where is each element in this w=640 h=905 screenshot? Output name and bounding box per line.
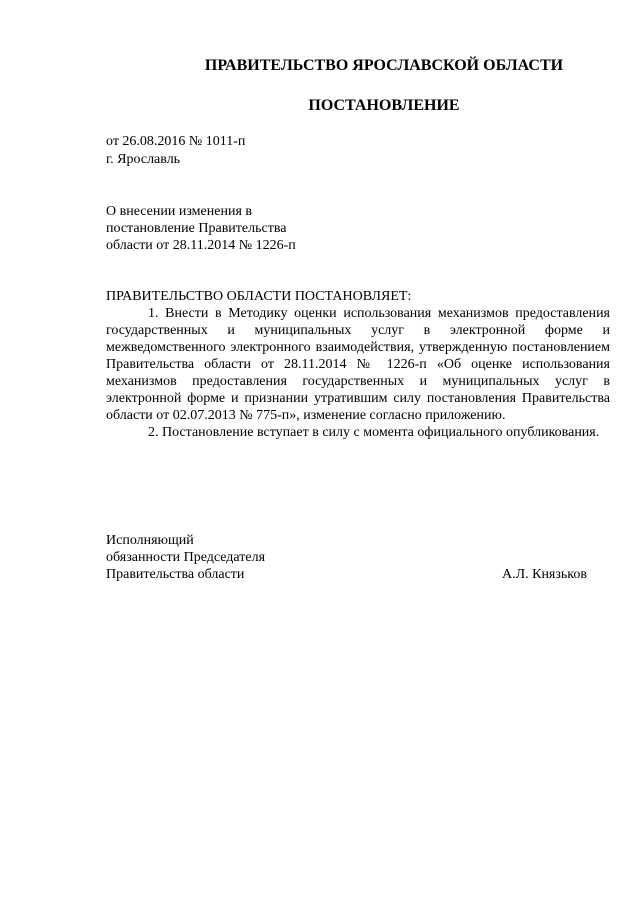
subject-line-2: постановление Правительства [106, 221, 287, 236]
resolves-heading: ПРАВИТЕЛЬСТВО ОБЛАСТИ ПОСТАНОВЛЯЕТ: [106, 289, 412, 304]
document-type-title: ПОСТАНОВЛЕНИЕ [308, 97, 460, 114]
signatory-name: А.Л. Князьков [502, 567, 587, 582]
document-subject [106, 203, 296, 254]
city: г. Ярославль [106, 152, 181, 167]
date-number: от 26.08.2016 № 1011-п [106, 134, 246, 149]
signature-line-3-row [106, 566, 610, 583]
signature-line-2: обязанности Председателя [106, 550, 266, 565]
paragraph-1: 1. Внести в Методику оценки использования механизмов предоставления государственных и муниципальных услуг в электронной форме и межведомственного электронного взаимодействия, утвержденную постановлением Правительства области от 28.11.2014 № 1226-п «Об оценке использования механизмов предоставления государственных и муниципальных услуг в электронной форме и признании утратившим силу постановления Правительства области от 02.07.2013 № 775-п», изменение согласно приложению. [106, 306, 610, 423]
signature-block [106, 532, 610, 583]
document-body [106, 288, 610, 441]
signature-line-1: Исполняющий [106, 533, 194, 548]
subject-line-1: О внесении изменения в [106, 204, 252, 219]
organization-title: ПРАВИТЕЛЬСТВО ЯРОСЛАВСКОЙ ОБЛАСТИ [204, 57, 564, 74]
subject-line-3: области от 28.11.2014 № 1226-п [106, 238, 296, 253]
paragraph-2: 2. Постановление вступает в силу с момента официального опубликования. [148, 425, 600, 440]
signature-line-3: Правительства области [106, 567, 245, 582]
document-meta [106, 133, 245, 169]
